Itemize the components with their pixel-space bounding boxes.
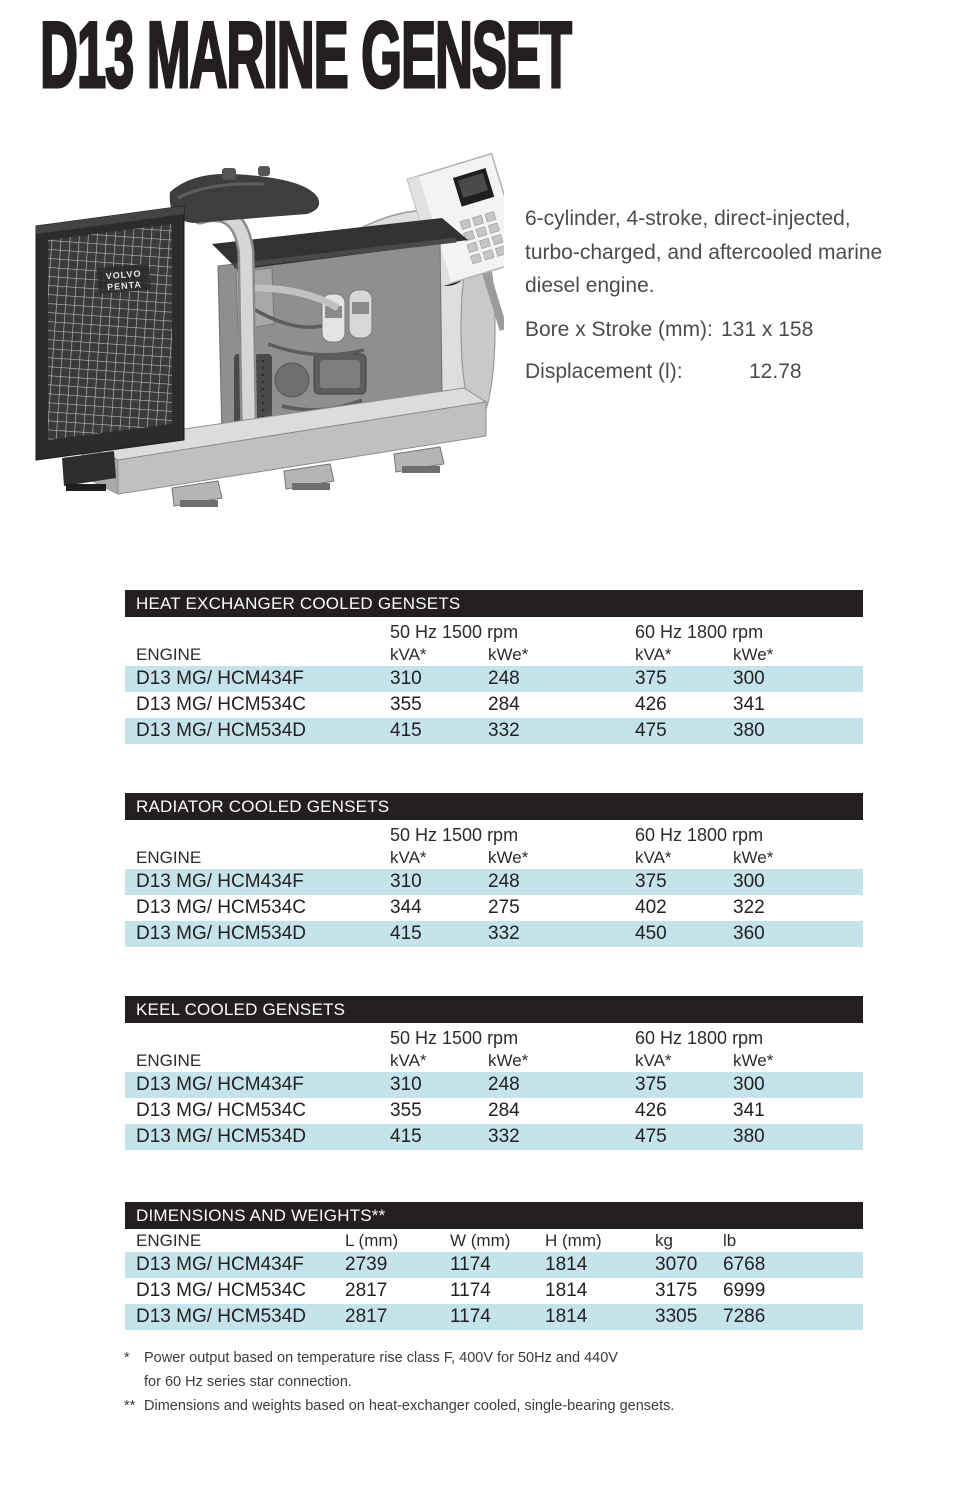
- kva-60-value: 375: [635, 668, 667, 689]
- column-header-row: [125, 846, 863, 869]
- dimensions-table: [125, 1202, 863, 1330]
- table-row: [125, 1252, 863, 1278]
- kwe-50-value: 275: [488, 897, 520, 918]
- kwe-50-value: 248: [488, 668, 520, 689]
- brand-text-volvo: VOLVO: [105, 268, 142, 282]
- kwe-column-header: kWe*: [733, 847, 774, 867]
- table-title: KEEL COOLED GENSETS: [136, 999, 346, 1019]
- engine-name: D13 MG/ HCM434F: [136, 668, 304, 689]
- table-row: [125, 921, 863, 947]
- table-row: [125, 895, 863, 921]
- kva-60-value: 475: [635, 1126, 667, 1147]
- length-column-header: L (mm): [345, 1230, 399, 1250]
- frequency-header-row: [125, 820, 863, 846]
- engine-description: [525, 202, 945, 384]
- table-row: [125, 1072, 863, 1098]
- freq-50hz-header: 50 Hz 1500 rpm: [390, 1028, 519, 1048]
- kwe-column-header: kWe*: [733, 644, 774, 664]
- length-value: 2739: [345, 1254, 388, 1275]
- table-row: [125, 1278, 863, 1304]
- kva-50-value: 355: [390, 694, 422, 715]
- width-value: 1174: [450, 1306, 491, 1327]
- footnote-text: Dimensions and weights based on heat-exchanger cooled, single-bearing gensets.: [144, 1398, 675, 1414]
- kwe-60-value: 341: [733, 1100, 765, 1121]
- kva-50-value: 415: [390, 923, 422, 944]
- width-value: 1174: [450, 1280, 491, 1301]
- kwe-60-value: 322: [733, 897, 765, 918]
- table-row: [125, 869, 863, 895]
- kwe-60-value: 341: [733, 694, 765, 715]
- kg-value: 3070: [655, 1254, 698, 1275]
- kva-60-value: 375: [635, 871, 667, 892]
- kwe-column-header: kWe*: [488, 847, 529, 867]
- lb-value: 7286: [723, 1306, 766, 1327]
- table-row: [125, 692, 863, 718]
- genset-image: [22, 148, 504, 524]
- engine-name: D13 MG/ HCM534D: [136, 923, 306, 944]
- kva-60-value: 402: [635, 897, 667, 918]
- kwe-column-header: kWe*: [488, 644, 529, 664]
- engine-column-header: ENGINE: [136, 644, 202, 664]
- displacement-value: 12.78: [749, 359, 802, 383]
- kva-column-header: kVA*: [390, 644, 427, 664]
- kva-column-header: kVA*: [635, 847, 672, 867]
- table-row: [125, 718, 863, 744]
- lb-value: 6768: [723, 1254, 766, 1275]
- length-value: 2817: [345, 1306, 388, 1327]
- kva-50-value: 344: [390, 897, 422, 918]
- lb-value: 6999: [723, 1280, 766, 1301]
- kg-value: 3175: [655, 1280, 698, 1301]
- heat-exchanger-table: [125, 590, 863, 744]
- kva-50-value: 415: [390, 720, 422, 741]
- kva-50-value: 310: [390, 871, 422, 892]
- spec-displacement: [525, 360, 945, 384]
- kwe-60-value: 360: [733, 923, 765, 944]
- kva-60-value: 450: [635, 923, 667, 944]
- kwe-60-value: 300: [733, 1074, 765, 1095]
- kva-column-header: kVA*: [390, 1050, 427, 1070]
- table-title: RADIATOR COOLED GENSETS: [136, 796, 390, 816]
- table-row: [125, 1098, 863, 1124]
- height-value: 1814: [545, 1280, 588, 1301]
- kva-column-header: kVA*: [390, 847, 427, 867]
- freq-60hz-header: 60 Hz 1800 rpm: [635, 1028, 764, 1048]
- engine-name: D13 MG/ HCM534D: [136, 1126, 306, 1147]
- kwe-50-value: 332: [488, 720, 520, 741]
- engine-name: D13 MG/ HCM534C: [136, 694, 306, 715]
- table-row: [125, 1304, 863, 1330]
- kwe-50-value: 248: [488, 871, 520, 892]
- kwe-50-value: 284: [488, 694, 520, 715]
- footnotes: [124, 1346, 844, 1418]
- kwe-60-value: 380: [733, 720, 765, 741]
- table-row: [125, 1124, 863, 1150]
- engine-column-header: ENGINE: [136, 847, 202, 867]
- freq-50hz-header: 50 Hz 1500 rpm: [390, 622, 519, 642]
- height-value: 1814: [545, 1254, 588, 1275]
- engine-name: D13 MG/ HCM434F: [136, 1074, 304, 1095]
- kva-column-header: kVA*: [635, 1050, 672, 1070]
- air-cleaner-cover: [170, 166, 320, 223]
- table-title-bar: [125, 996, 863, 1023]
- frequency-header-row: [125, 617, 863, 643]
- height-column-header: H (mm): [545, 1230, 602, 1250]
- kva-50-value: 310: [390, 1074, 422, 1095]
- engine-name: D13 MG/ HCM434F: [136, 1254, 304, 1275]
- footnote-text: for 60 Hz series star connection.: [144, 1374, 352, 1390]
- column-header-row: [125, 643, 863, 666]
- engine-name: D13 MG/ HCM534C: [136, 1100, 306, 1121]
- footnote-text: Power output based on temperature rise class F, 400V for 50Hz and 440V: [144, 1350, 618, 1366]
- kwe-60-value: 380: [733, 1126, 765, 1147]
- kva-60-value: 475: [635, 720, 667, 741]
- kg-value: 3305: [655, 1306, 698, 1327]
- kwe-50-value: 248: [488, 1074, 520, 1095]
- kwe-column-header: kWe*: [488, 1050, 529, 1070]
- table-row: [125, 666, 863, 692]
- spec-bore-stroke: [525, 318, 945, 342]
- kva-column-header: kVA*: [635, 644, 672, 664]
- freq-50hz-header: 50 Hz 1500 rpm: [390, 825, 519, 845]
- freq-60hz-header: 60 Hz 1800 rpm: [635, 825, 764, 845]
- lb-column-header: lb: [723, 1230, 737, 1250]
- table-title: DIMENSIONS AND WEIGHTS**: [136, 1205, 386, 1225]
- page-title: D13 MARINE GENSET: [40, 2, 571, 107]
- kva-50-value: 415: [390, 1126, 422, 1147]
- footnote-marker: **: [124, 1398, 136, 1414]
- displacement-label: Displacement (l):: [525, 359, 683, 383]
- column-header-row: [125, 1049, 863, 1072]
- width-value: 1174: [450, 1254, 491, 1275]
- genset-illustration: [22, 148, 504, 524]
- height-value: 1814: [545, 1306, 588, 1327]
- radiator-table: [125, 793, 863, 947]
- column-header-row: [125, 1229, 863, 1252]
- kva-50-value: 310: [390, 668, 422, 689]
- kwe-column-header: kWe*: [733, 1050, 774, 1070]
- engine-name: D13 MG/ HCM534C: [136, 1280, 306, 1301]
- bore-stroke-label: Bore x Stroke (mm):: [525, 317, 713, 341]
- kwe-60-value: 300: [733, 871, 765, 892]
- width-column-header: W (mm): [450, 1230, 511, 1250]
- table-title-bar: [125, 1202, 863, 1229]
- engine-name: D13 MG/ HCM534D: [136, 1306, 306, 1327]
- engine-column-header: ENGINE: [136, 1050, 202, 1070]
- length-value: 2817: [345, 1280, 388, 1301]
- footnote-marker: *: [124, 1350, 130, 1366]
- engine-name: D13 MG/ HCM534C: [136, 897, 306, 918]
- kwe-50-value: 284: [488, 1100, 520, 1121]
- kwe-50-value: 332: [488, 923, 520, 944]
- kva-60-value: 426: [635, 1100, 667, 1121]
- keel-table: [125, 996, 863, 1150]
- kva-60-value: 426: [635, 694, 667, 715]
- engine-name: D13 MG/ HCM534D: [136, 720, 306, 741]
- kwe-60-value: 300: [733, 668, 765, 689]
- bore-stroke-value: 131 x 158: [721, 317, 814, 341]
- table-title: HEAT EXCHANGER COOLED GENSETS: [136, 593, 461, 613]
- kva-50-value: 355: [390, 1100, 422, 1121]
- freq-60hz-header: 60 Hz 1800 rpm: [635, 622, 764, 642]
- table-title-bar: [125, 590, 863, 617]
- engine-name: D13 MG/ HCM434F: [136, 871, 304, 892]
- kwe-50-value: 332: [488, 1126, 520, 1147]
- engine-column-header: ENGINE: [136, 1230, 202, 1250]
- table-title-bar: [125, 793, 863, 820]
- frequency-header-row: [125, 1023, 863, 1049]
- kg-column-header: kg: [655, 1230, 673, 1250]
- description-paragraph: 6-cylinder, 4-stroke, direct-injected, turbo-charged, and aftercooled marine diesel engine.: [525, 207, 883, 297]
- kva-60-value: 375: [635, 1074, 667, 1095]
- brand-text-penta: PENTA: [106, 279, 143, 293]
